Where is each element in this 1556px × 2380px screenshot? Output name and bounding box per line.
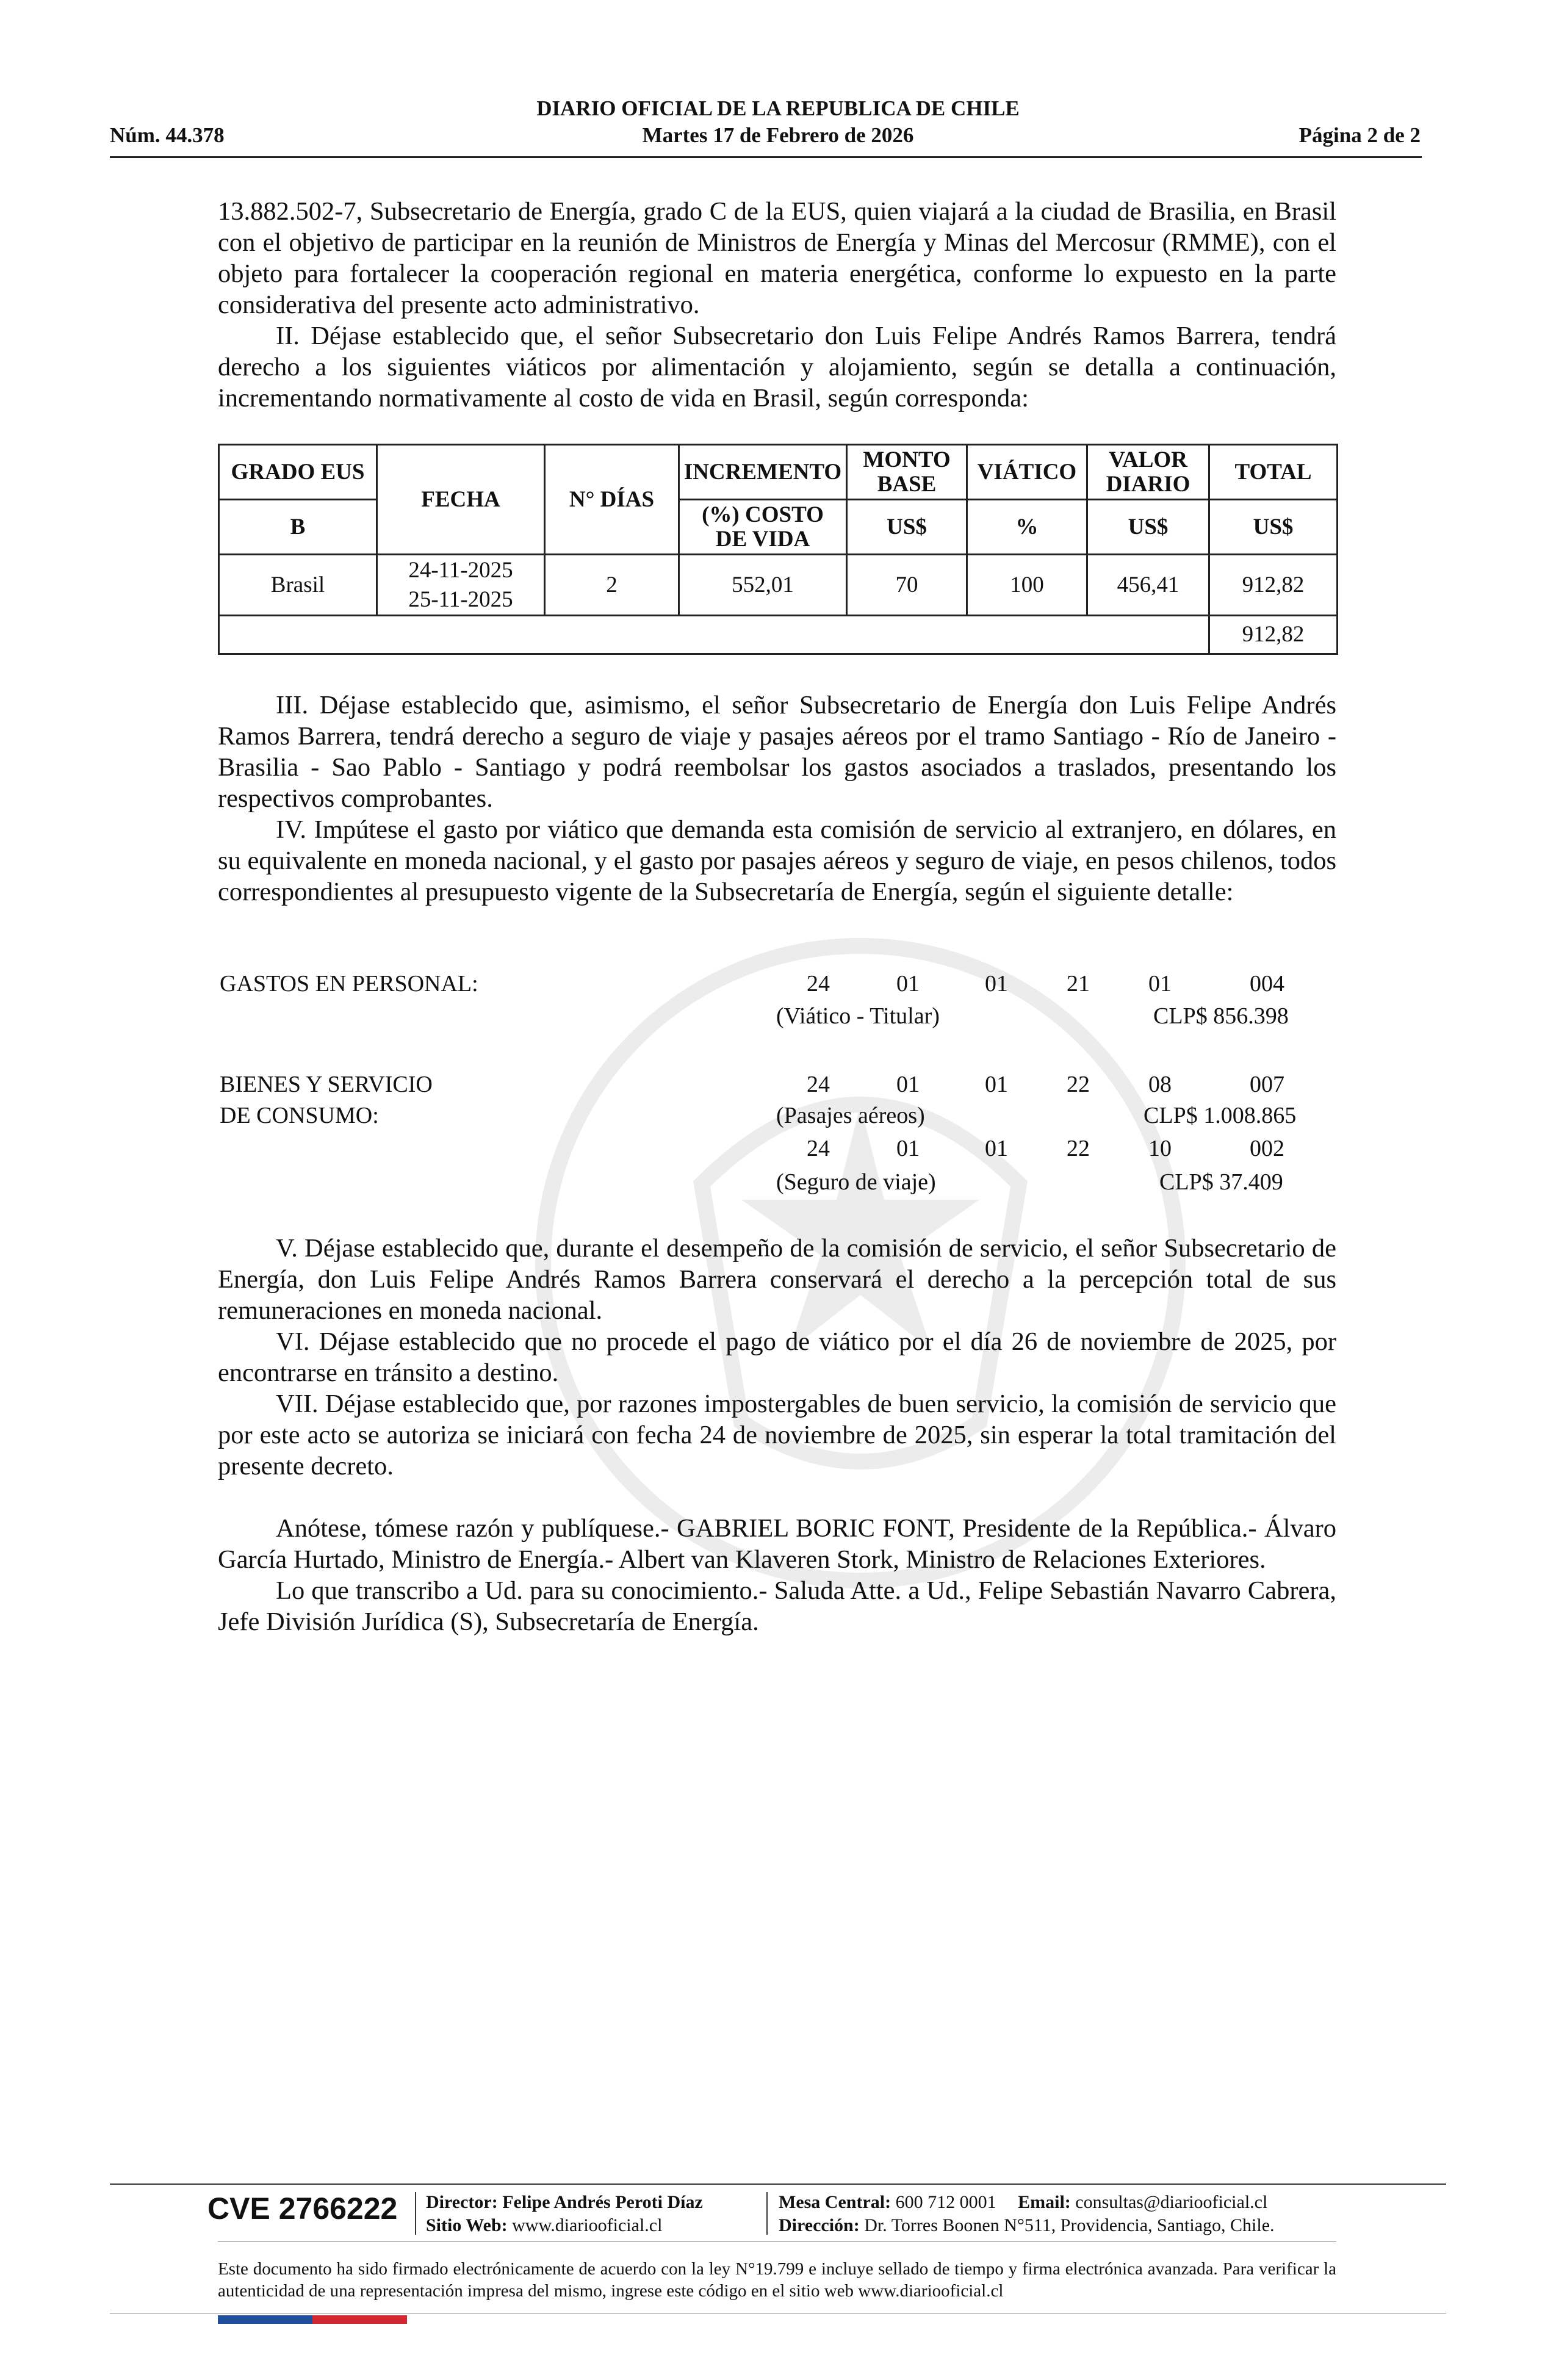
address-label: Dirección: <box>779 2215 860 2235</box>
budget-code: 24 <box>807 1136 830 1161</box>
budget-code: 01 <box>896 1136 920 1161</box>
footer-divider-mid <box>218 2241 1336 2242</box>
cell-days: 2 <box>545 555 679 616</box>
mesa-label: Mesa Central: <box>779 2192 891 2212</box>
cell-daily: 456,41 <box>1087 555 1209 616</box>
budget-code: 24 <box>807 971 830 997</box>
budget-code: 007 <box>1250 1072 1284 1097</box>
header-total-unit: US$ <box>1209 500 1338 555</box>
email-link[interactable]: consultas@diariooficial.cl <box>1075 2192 1268 2212</box>
site-label: Sitio Web: <box>426 2215 508 2235</box>
header-monto-base: MONTO BASE <box>847 445 967 500</box>
stripe-red <box>312 2315 407 2324</box>
paragraph-5: V. Déjase establecido que, durante el desempeño de la comisión de servicio, el señor Subsecretario de Energía, don Luis Felipe Andrés Ramos Barrera conservará el derecho a la percepción total de sus remuneraciones en moneda nacional. <box>218 1234 1336 1325</box>
cell-date-from: 24-11-2025 <box>408 557 513 583</box>
header-dias: N° DÍAS <box>545 445 679 555</box>
cell-viatico: 100 <box>967 555 1087 616</box>
mesa-phone: 600 712 0001 <box>895 2192 996 2212</box>
header-monto-unit: US$ <box>847 500 967 555</box>
header-viatico-unit: % <box>967 500 1087 555</box>
cell-country: Brasil <box>219 555 377 616</box>
paragraph-4: IV. Impútese el gasto por viático que demanda esta comisión de servicio al extranjero, en dólares, en su equivalente en moneda nacional, y el gasto por pasajes aéreos y seguro de viaje, en pesos chilenos, todos correspondientes al presupuesto vigente de la Subsecretaría de Energía, según el siguiente detalle: <box>218 815 1336 906</box>
paragraph-2: II. Déjase establecido que, el señor Subsecretario don Luis Felipe Andrés Ramos Barrera, tendrá derecho a los siguientes viáticos por alimentación y alojamiento, según se detalla a continuación, incrementando normativamente al costo de vida en Brasil, según corresponda: <box>218 322 1336 413</box>
budget-code: 22 <box>1067 1072 1090 1097</box>
gastos-bienes-label-2: DE CONSUMO: <box>220 1103 379 1128</box>
site-link[interactable]: www.diariooficial.cl <box>512 2215 663 2235</box>
footer-site <box>426 2214 662 2237</box>
gastos-personal-amount: CLP$ 856.398 <box>1153 1003 1289 1029</box>
paragraph-1: 13.882.502-7, Subsecretario de Energía, grado C de la EUS, quien viajará a la ciudad de Brasilia, en Brasil con el objetivo de participar en la reunión de Ministros de Energía y Minas del Mercosur (RMME), con el objeto para fortalecer la cooperación regional en materia energética, conforme lo expuesto en la parte considerativa del presente acto administrativo. <box>218 197 1336 319</box>
paragraph-9: Lo que transcribo a Ud. para su conocimiento.- Saluda Atte. a Ud., Felipe Sebastián Navarro Cabrera, Jefe División Jurídica (S), Subsecretaría de Energía. <box>218 1576 1336 1636</box>
body-bottom <box>218 1233 1336 1637</box>
footer-legal: Este documento ha sido firmado electrónicamente de acuerdo con la ley N°19.799 e incluye sellado de tiempo y firma electrónica avanzada. Para verificar la autenticidad de una representación impresa del mismo, ingrese este código en el sitio web www.diariooficial.cl <box>218 2259 1336 2301</box>
footer-director <box>426 2191 703 2214</box>
body-middle <box>218 690 1336 907</box>
gastos-personal-label: GASTOS EN PERSONAL: <box>220 971 478 997</box>
issue-number: Núm. 44.378 <box>110 123 225 147</box>
budget-code: 01 <box>985 1072 1008 1097</box>
cell-empty <box>219 616 1209 654</box>
budget-code: 01 <box>985 1136 1008 1161</box>
header-total: TOTAL <box>1209 445 1338 500</box>
cell-dates <box>377 555 545 616</box>
header-grado-value: B <box>219 500 377 555</box>
header-viatico: VIÁTICO <box>967 445 1087 500</box>
viatico-table <box>218 444 1338 655</box>
gastos-bienes-desc-1: (Pasajes aéreos) <box>776 1103 925 1128</box>
header-incremento-sub: (%) COSTO DE VIDA <box>679 500 847 555</box>
paragraph-8: Anótese, tómese razón y publíquese.- GABRIEL BORIC FONT, Presidente de la República.- Álvaro García Hurtado, Ministro de Energía.- Albert van Klaveren Stork, Ministro de Relaciones Exteriores. <box>218 1514 1336 1574</box>
publication-title: DIARIO OFICIAL DE LA REPUBLICA DE CHILE <box>536 96 1020 120</box>
header-incremento: INCREMENTO <box>679 445 847 500</box>
budget-code: 24 <box>807 1072 830 1097</box>
stripe-blue <box>218 2315 312 2324</box>
paragraph-3: III. Déjase establecido que, asimismo, el señor Subsecretario de Energía don Luis Felipe Andrés Ramos Barrera, tendrá derecho a seguro de viaje y pasajes aéreos por el tramo Santiago - Río de Janeiro - Brasilia - Sao Pablo - Santiago y podrá reembolsar los gastos asociados a traslados, presentando los respectivos comprobantes. <box>218 691 1336 813</box>
publication-date: Martes 17 de Febrero de 2026 <box>642 123 914 147</box>
footer-separator <box>766 2192 768 2235</box>
header-divider <box>110 156 1422 158</box>
director-name: Felipe Andrés Peroti Díaz <box>502 2192 703 2212</box>
table-row <box>219 555 1338 616</box>
header-valor-unit: US$ <box>1087 500 1209 555</box>
table-total-row <box>219 616 1338 654</box>
footer-divider-top <box>110 2183 1446 2185</box>
footer-address <box>779 2214 1275 2237</box>
budget-code: 002 <box>1250 1136 1284 1161</box>
budget-code: 08 <box>1148 1072 1172 1097</box>
body-top <box>218 196 1336 414</box>
paragraph-7: VII. Déjase establecido que, por razones impostergables de buen servicio, la comisión de servicio que por este acto se autoriza se iniciará con fecha 24 de noviembre de 2025, sin esperar la total tramitación del presente decreto. <box>218 1390 1336 1480</box>
budget-code: 01 <box>1148 971 1172 997</box>
gastos-bienes-label-1: BIENES Y SERVICIO <box>220 1072 433 1097</box>
cell-grand-total: 912,82 <box>1209 616 1338 654</box>
gastos-bienes-desc-2: (Seguro de viaje) <box>776 1169 936 1195</box>
header-valor-diario: VALOR DIARIO <box>1087 445 1209 500</box>
address-value: Dr. Torres Boonen N°511, Providencia, Santiago, Chile. <box>864 2215 1275 2235</box>
email-label: Email: <box>1018 2192 1071 2212</box>
page-number: Página 2 de 2 <box>1298 123 1421 147</box>
budget-code: 21 <box>1067 971 1090 997</box>
footer-separator <box>415 2192 416 2235</box>
paragraph-6: VI. Déjase establecido que no procede el pago de viático por el día 26 de noviembre de 2025, por encontrarse en tránsito a destino. <box>218 1327 1336 1387</box>
gastos-personal-desc: (Viático - Titular) <box>776 1003 940 1029</box>
director-label: Director: <box>426 2192 498 2212</box>
budget-code: 004 <box>1250 971 1284 997</box>
header-grado: GRADO EUS <box>219 445 377 500</box>
budget-code: 10 <box>1148 1136 1172 1161</box>
cell-date-to: 25-11-2025 <box>408 586 513 612</box>
footer-contact <box>779 2191 1267 2214</box>
budget-code: 22 <box>1067 1136 1090 1161</box>
cell-increment: 552,01 <box>679 555 847 616</box>
cell-total: 912,82 <box>1209 555 1338 616</box>
budget-code: 01 <box>896 971 920 997</box>
cve-code: CVE 2766222 <box>207 2191 398 2226</box>
cell-base: 70 <box>847 555 967 616</box>
header-fecha: FECHA <box>377 445 545 555</box>
gastos-bienes-amount-2: CLP$ 37.409 <box>1159 1169 1283 1195</box>
gastos-bienes-amount-1: CLP$ 1.008.865 <box>1144 1103 1297 1128</box>
budget-code: 01 <box>985 971 1008 997</box>
budget-code: 01 <box>896 1072 920 1097</box>
